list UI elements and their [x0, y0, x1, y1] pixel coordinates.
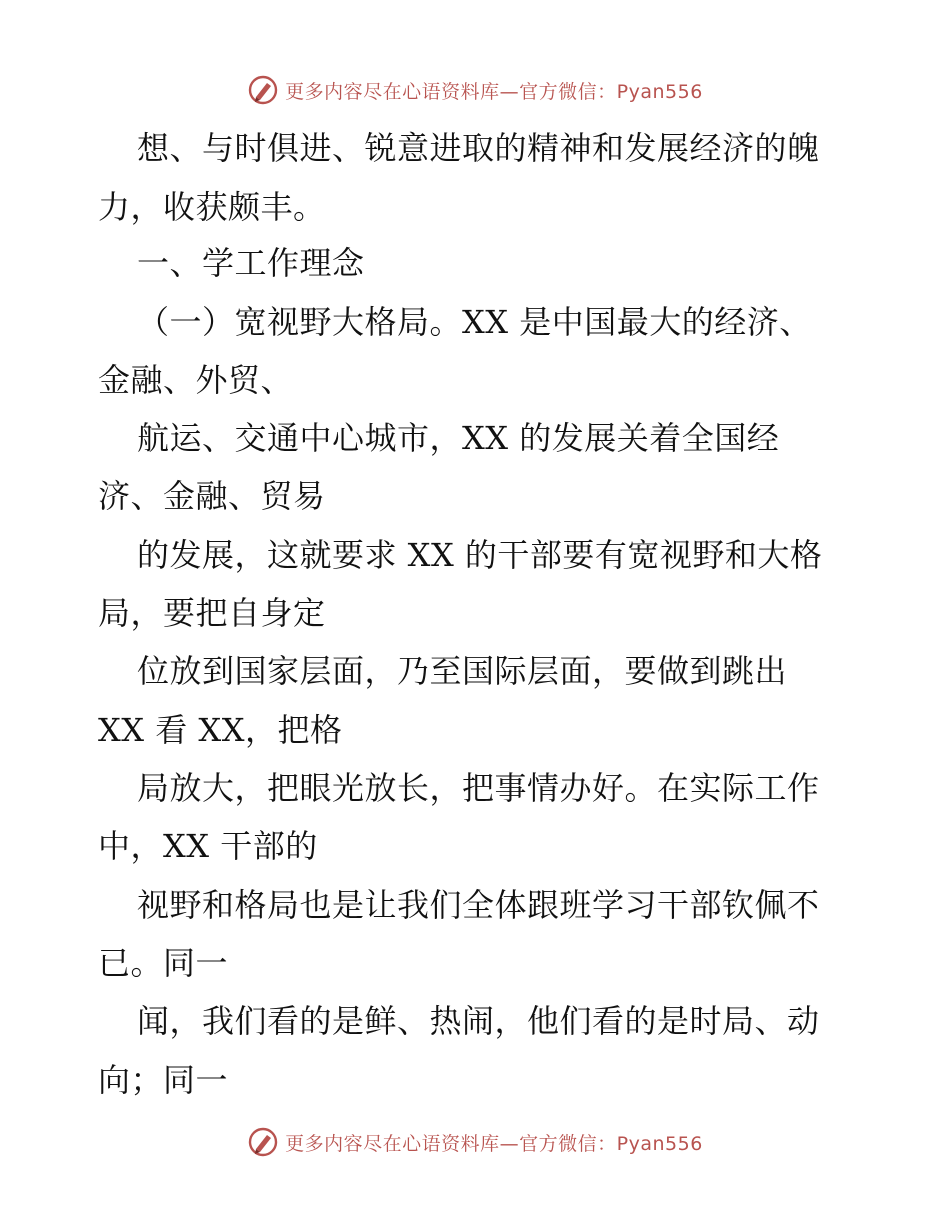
header-watermark-text: 更多内容尽在心语资料库—官方微信：Pyan556: [285, 80, 703, 103]
text-line: 想、与时俱进、锐意进取的精神和发展经济的魄: [137, 129, 820, 167]
text-line: 向；同一: [98, 1061, 229, 1099]
text-line: 闻，我们看的是鲜、热闹，他们看的是时局、动: [137, 1002, 820, 1040]
text-line: 济、金融、贸易: [98, 477, 326, 515]
text-line: 中，XX 干部的: [98, 827, 318, 865]
text-line: 航运、交通中心城市，XX 的发展关着全国经: [137, 419, 780, 457]
text-line: 位放到国家层面，乃至国际层面，要做到跳出: [137, 652, 788, 690]
text-line: 已。同一: [98, 944, 229, 982]
header-watermark-banner: [0, 74, 950, 106]
text-line: XX 看 XX，把格: [98, 711, 343, 749]
footer-watermark-text: 更多内容尽在心语资料库—官方微信：Pyan556: [285, 1132, 703, 1155]
pen-seal-icon: [247, 74, 279, 106]
section-heading: 一、学工作理念: [137, 244, 365, 282]
text-line: 视野和格局也是让我们全体跟班学习干部钦佩不: [137, 886, 820, 924]
text-line: （一）宽视野大格局。XX 是中国最大的经济、: [137, 303, 812, 341]
footer-watermark-banner: [0, 1126, 950, 1158]
pen-seal-icon: [247, 1126, 279, 1158]
text-line: 金融、外贸、: [98, 361, 294, 399]
text-line: 局放大，把眼光放长，把事情办好。在实际工作: [137, 769, 820, 807]
text-line: 局，要把自身定: [98, 594, 326, 632]
text-line: 力，收获颇丰。: [98, 188, 326, 226]
text-line: 的发展，这就要求 XX 的干部要有宽视野和大格: [137, 536, 823, 574]
